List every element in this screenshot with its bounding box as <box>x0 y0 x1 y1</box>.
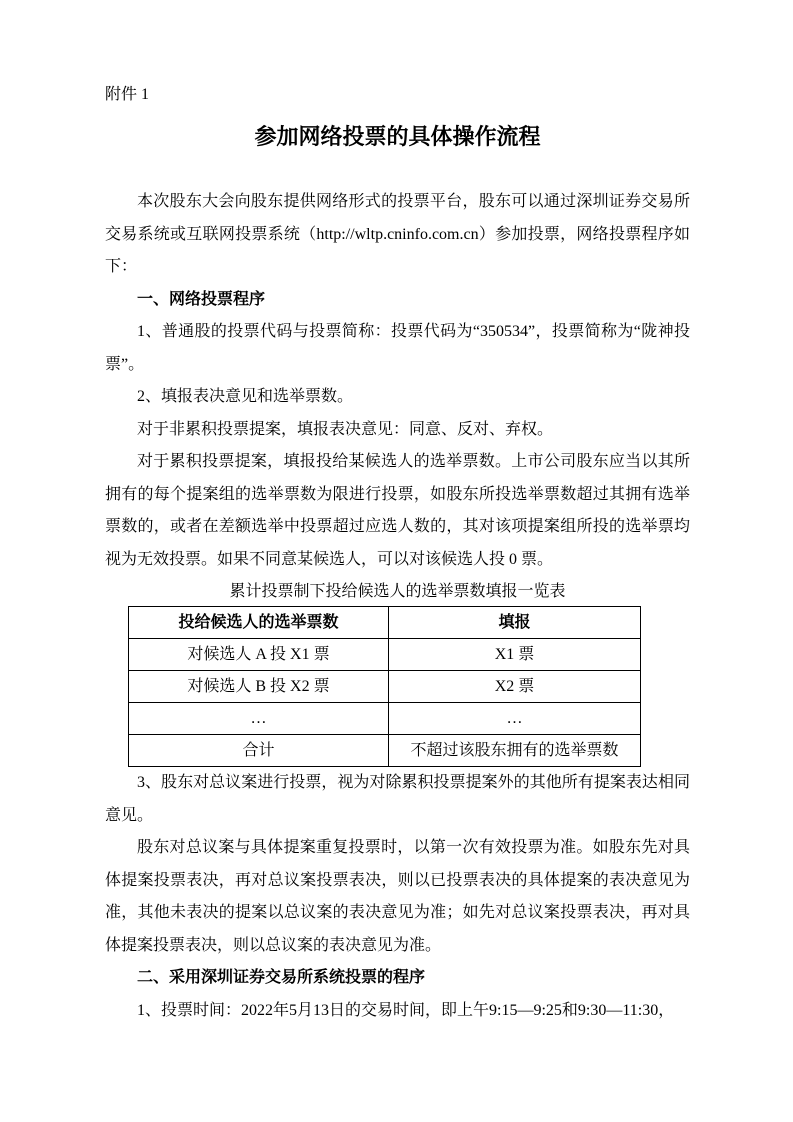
table-cell: 不超过该股东拥有的选举票数 <box>389 735 641 767</box>
paragraph-voting-code: 1、普通股的投票代码与投票简称：投票代码为“350534”，投票简称为“陇神投票”。 <box>105 323 690 373</box>
paragraph-fill-opinion: 2、填报表决意见和选举票数。 <box>137 388 354 405</box>
vote-fill-table <box>128 606 641 767</box>
table-row <box>129 703 641 735</box>
table-row <box>129 735 641 767</box>
paragraph-non-cumulative: 对于非累积投票提案，填报表决意见：同意、反对、弃权。 <box>137 420 554 438</box>
table-cell: 对候选人 A 投 X1 票 <box>129 639 389 671</box>
document-title: 参加网络投票的具体操作流程 <box>254 124 541 149</box>
table-row <box>129 639 641 671</box>
table-cell: … <box>129 703 389 735</box>
intro-paragraph: 本次股东大会向股东提供网络形式的投票平台，股东可以通过深圳证券交易所交易系统或互联网投票系统（http://wltp.cninfo.com.cn）参加投票，网络投票程序如下： <box>105 193 690 275</box>
paragraph-voting-time: 1、投票时间：2022年5月13日的交易时间，即上午9:15—9:25和9:30—11:30， <box>137 1001 675 1019</box>
section-1-heading: 一、网络投票程序 <box>137 290 266 308</box>
table-cell: 对候选人 B 投 X2 票 <box>129 671 389 703</box>
attachment-label: 附件 1 <box>105 86 150 103</box>
header-cell-votes: 投给候选人的选举票数 <box>129 607 389 639</box>
table-caption: 累计投票制下投给候选人的选举票数填报一览表 <box>229 583 566 600</box>
table-cell: 合计 <box>129 735 389 767</box>
section-2-heading: 二、采用深圳证券交易所系统投票的程序 <box>137 969 426 986</box>
table-cell: X1 票 <box>389 639 641 671</box>
paragraph-general-motion: 3、股东对总议案进行投票，视为对除累积投票提案外的其他所有提案表达相同意见。 <box>105 774 690 824</box>
table-cell: … <box>389 703 641 735</box>
header-cell-fill: 填报 <box>389 607 641 639</box>
vote-table-header-row <box>129 607 641 639</box>
table-cell: X2 票 <box>389 671 641 703</box>
table-row <box>129 671 641 703</box>
paragraph-cumulative: 对于累积投票提案，填报投给某候选人的选举票数。上市公司股东应当以其所拥有的每个提案组的选举票数为限进行投票，如股东所投选举票数超过其拥有选举票数的，或者在差额选举中投票超过应选人数的，其对该项提案组所投的选举票均视为无效投票。如果不同意某候选人，可以对该候选人投 0 票。 <box>105 453 690 568</box>
paragraph-duplicate-voting: 股东对总议案与具体提案重复投票时，以第一次有效投票为准。如股东先对具体提案投票表决，再对总议案投票表决，则以已投票表决的具体提案的表决意见为准，其他未表决的提案以总议案的表决意见为准；如先对总议案投票表决，再对具体提案投票表决，则以总议案的表决意见为准。 <box>105 839 690 954</box>
